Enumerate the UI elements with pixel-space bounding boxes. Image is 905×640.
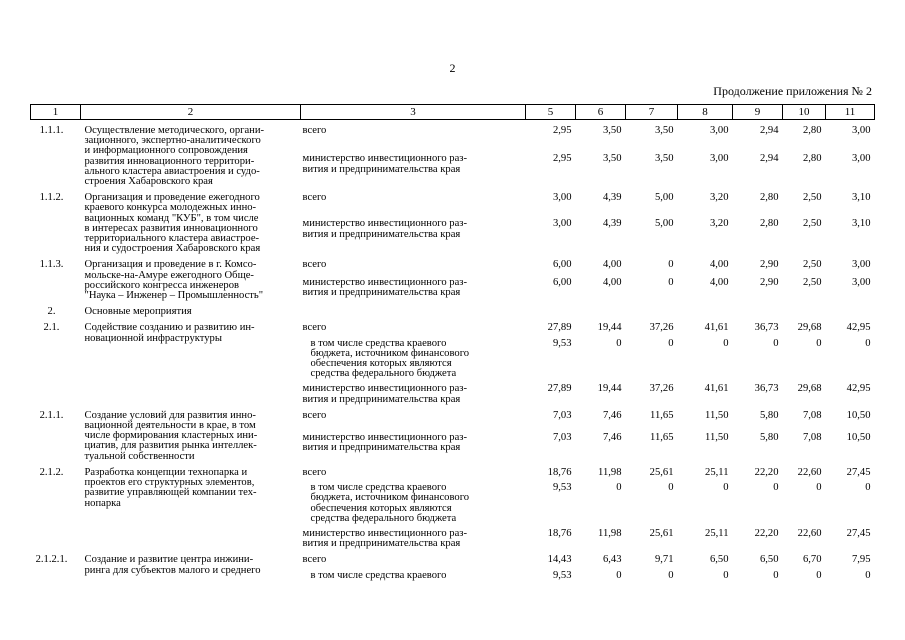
- item-number: 2.1.: [43, 322, 60, 334]
- item-name: Осуществление методического, органи- зационного, экспертно-аналитического и информационного сопровождения развития инновационного территори- ального кластера авиастроения и судо- строения Хабаровского края: [84, 125, 265, 188]
- item-name: Организация и проведение в г. Комсо- мольске-на-Амуре ежегодного Обще- российского конгресса инженеров "Наука – Инженер – Промышленность": [84, 259, 264, 302]
- year-value: 2,50: [802, 192, 822, 204]
- year-value: 11,98: [598, 527, 622, 539]
- year-value: 2,50: [802, 218, 822, 230]
- year-value: 3,50: [654, 153, 674, 165]
- year-value: 3,00: [851, 153, 871, 165]
- item-name: Разработка концепции технопарка и проектов его структурных элементов, развитие управляющей компании тех- нопарка: [84, 466, 257, 509]
- year-value: 9,53: [552, 569, 572, 581]
- year-value: [733, 307, 783, 317]
- year-value: 9,53: [552, 337, 572, 349]
- year-value: 10,50: [846, 409, 871, 421]
- year-value: 4,00: [709, 259, 729, 271]
- year-value: 2,50: [802, 276, 822, 288]
- funding-source: [301, 307, 526, 317]
- funding-source: министерство инвестиционного раз- вития и предпринимательства края: [302, 153, 468, 175]
- year-value: 0: [616, 337, 622, 349]
- year-value: 19,44: [597, 322, 622, 334]
- year-value: 7,95: [851, 554, 871, 566]
- year-value: 0: [865, 482, 871, 494]
- column-header: 10: [783, 105, 826, 120]
- year-value: 6,50: [759, 554, 779, 566]
- column-header: 3: [301, 105, 526, 120]
- year-value: 2,95: [552, 125, 572, 136]
- year-value: 11,98: [598, 466, 622, 478]
- year-value: 3,00: [851, 276, 871, 288]
- year-value: 2,95: [552, 153, 572, 165]
- year-value: 6,50: [709, 554, 729, 566]
- item-name: Организация и проведение ежегодного краевого конкурса молодежных инно- вационных команд "КУБ", в том числе в интересах развития инновационного территориального кластера авиастрое- ния и судостроения Хабаровского края: [84, 192, 261, 255]
- year-value: 5,00: [654, 192, 674, 204]
- year-value: 3,50: [602, 153, 622, 165]
- appendix-table: [30, 104, 875, 587]
- year-value: 3,00: [851, 259, 871, 271]
- item-number: 2.1.2.: [39, 466, 64, 478]
- column-header: 5: [526, 105, 576, 120]
- item-number: 1.1.3.: [39, 259, 64, 271]
- year-value: 0: [723, 569, 729, 581]
- year-value: 11,65: [650, 409, 674, 421]
- year-value: 11,50: [705, 431, 729, 443]
- item-number: 1.1.2.: [39, 192, 64, 204]
- table-row: [31, 323, 875, 338]
- funding-source: всего: [302, 322, 327, 334]
- funding-source: министерство инвестиционного раз- вития и предпринимательства края: [302, 276, 468, 299]
- column-header: 11: [826, 105, 875, 120]
- year-value: 27,89: [547, 322, 572, 334]
- year-value: 0: [668, 259, 674, 271]
- year-value: 3,00: [709, 153, 729, 165]
- year-value: 27,89: [547, 383, 572, 395]
- item-number: 2.1.2.1.: [35, 554, 68, 566]
- year-value: 3,20: [709, 192, 729, 204]
- year-value: 7,46: [602, 409, 622, 421]
- item-name: Содействие созданию и развитию ин- новационной инфраструктуры: [84, 322, 255, 344]
- table-row: [31, 120, 875, 155]
- row-spacer: [31, 581, 875, 587]
- year-value: 2,80: [802, 153, 822, 165]
- funding-source: министерство инвестиционного раз- вития и предпринимательства края: [302, 431, 468, 453]
- year-value: 11,65: [650, 431, 674, 443]
- year-value: 5,80: [759, 431, 779, 443]
- year-value: 4,00: [602, 276, 622, 288]
- year-value: 22,60: [797, 527, 822, 539]
- year-value: 5,00: [654, 218, 674, 230]
- year-value: [678, 307, 733, 317]
- year-value: 0: [816, 482, 822, 494]
- year-value: 22,60: [797, 466, 822, 478]
- year-value: 6,00: [552, 259, 572, 271]
- year-value: 3,00: [709, 125, 729, 136]
- year-value: 0: [616, 569, 622, 581]
- table-row: [31, 260, 875, 277]
- table-body: [31, 120, 875, 587]
- item-number: 1.1.1.: [39, 125, 64, 136]
- year-value: 19,44: [597, 383, 622, 395]
- year-value: 22,20: [754, 466, 779, 478]
- year-value: 9,71: [654, 554, 674, 566]
- table-row: [31, 193, 875, 219]
- item-number: 2.: [47, 306, 56, 318]
- year-value: 6,00: [552, 276, 572, 288]
- year-value: 0: [773, 569, 779, 581]
- year-value: 5,80: [759, 409, 779, 421]
- item-name: Основные мероприятия: [84, 306, 192, 318]
- year-value: 41,61: [704, 383, 729, 395]
- year-value: 0: [668, 569, 674, 581]
- year-value: 27,45: [846, 466, 871, 478]
- year-value: 3,50: [602, 125, 622, 136]
- continuation-label: Продолжение приложения № 2: [713, 84, 872, 98]
- year-value: 37,26: [649, 383, 674, 395]
- year-value: 0: [773, 337, 779, 349]
- year-value: 25,61: [649, 466, 674, 478]
- year-value: 2,90: [759, 259, 779, 271]
- year-value: 4,00: [602, 259, 622, 271]
- year-value: 7,03: [552, 431, 572, 443]
- funding-source: всего: [302, 409, 327, 421]
- year-value: 2,94: [759, 125, 779, 136]
- year-value: 14,43: [547, 554, 572, 566]
- year-value: 3,20: [709, 218, 729, 230]
- page-number: 2: [449, 61, 456, 75]
- funding-source: всего: [302, 554, 327, 566]
- year-value: 0: [668, 482, 674, 494]
- year-value: 6,43: [602, 554, 622, 566]
- year-value: 7,08: [802, 431, 822, 443]
- column-header: 8: [678, 105, 733, 120]
- year-value: 36,73: [754, 322, 779, 334]
- year-value: 37,26: [649, 322, 674, 334]
- year-value: 22,20: [754, 527, 779, 539]
- funding-source: всего: [302, 259, 327, 271]
- year-value: 2,90: [759, 276, 779, 288]
- funding-source: министерство инвестиционного раз- вития и предпринимательства края: [302, 383, 468, 405]
- funding-source: в том числе средства краевого: [310, 569, 447, 581]
- column-header: 2: [81, 105, 301, 120]
- year-value: 0: [668, 337, 674, 349]
- column-header: 7: [626, 105, 678, 120]
- table-row: [31, 468, 875, 483]
- year-value: 27,45: [846, 527, 871, 539]
- funding-source: всего: [302, 125, 327, 136]
- year-value: [826, 307, 875, 317]
- year-value: 2,80: [759, 192, 779, 204]
- year-value: 7,46: [602, 431, 622, 443]
- year-value: 0: [865, 337, 871, 349]
- year-value: 29,68: [797, 322, 822, 334]
- year-value: 10,50: [846, 431, 871, 443]
- funding-source: в том числе средства краевого бюджета, источником финансового обеспечения которых являются средства федерального бюджета: [310, 337, 470, 380]
- year-value: 42,95: [846, 322, 871, 334]
- column-number-header-row: [31, 105, 875, 120]
- year-value: [526, 307, 576, 317]
- year-value: 9,53: [552, 482, 572, 494]
- year-value: 25,61: [649, 527, 674, 539]
- year-value: [576, 307, 626, 317]
- year-value: 0: [668, 276, 674, 288]
- table-row: [31, 555, 875, 570]
- year-value: 41,61: [704, 322, 729, 334]
- year-value: 0: [816, 337, 822, 349]
- year-value: 4,39: [602, 192, 622, 204]
- year-value: 0: [865, 569, 871, 581]
- year-value: 2,50: [802, 259, 822, 271]
- item-number: 2.1.1.: [39, 409, 64, 421]
- year-value: 3,00: [851, 125, 871, 136]
- year-value: 18,76: [547, 466, 572, 478]
- year-value: 11,50: [705, 409, 729, 421]
- funding-source: в том числе средства краевого бюджета, источником финансового обеспечения которых являются средства федерального бюджета: [310, 482, 470, 524]
- column-header: 9: [733, 105, 783, 120]
- year-value: 36,73: [754, 383, 779, 395]
- year-value: 2,80: [759, 218, 779, 230]
- year-value: 4,00: [709, 276, 729, 288]
- year-value: 42,95: [846, 383, 871, 395]
- column-header: 1: [31, 105, 81, 120]
- funding-source: министерство инвестиционного раз- вития и предпринимательства края: [302, 527, 468, 550]
- table-row: [31, 307, 875, 317]
- year-value: [783, 307, 826, 317]
- year-value: 2,94: [759, 153, 779, 165]
- year-value: 3,10: [851, 218, 871, 230]
- year-value: 18,76: [547, 527, 572, 539]
- year-value: 4,39: [602, 218, 622, 230]
- year-value: 25,11: [705, 466, 729, 478]
- item-name: Создание условий для развития инно- вационной деятельности в крае, в том числе формирования кластерных ини- циатив, для развития рынка интеллек- туальной собственности: [84, 409, 258, 462]
- year-value: 0: [773, 482, 779, 494]
- row-spacer-cell: [31, 581, 875, 587]
- year-value: [626, 307, 678, 317]
- year-value: 2,80: [802, 125, 822, 136]
- year-value: 3,00: [552, 218, 572, 230]
- year-value: 7,08: [802, 409, 822, 421]
- year-value: 3,50: [654, 125, 674, 136]
- year-value: 0: [723, 482, 729, 494]
- year-value: 29,68: [797, 383, 822, 395]
- year-value: 0: [723, 337, 729, 349]
- item-name: Создание и развитие центра инжини- ринга для субъектов малого и среднего: [84, 554, 261, 576]
- funding-source: всего: [302, 192, 327, 204]
- table-row: [31, 411, 875, 433]
- year-value: 25,11: [705, 527, 729, 539]
- year-value: 3,00: [552, 192, 572, 204]
- year-value: 0: [616, 482, 622, 494]
- year-value: 3,10: [851, 192, 871, 204]
- funding-source: министерство инвестиционного раз- вития и предпринимательства края: [302, 218, 468, 240]
- funding-source: всего: [302, 466, 327, 478]
- year-value: 0: [816, 569, 822, 581]
- column-header: 6: [576, 105, 626, 120]
- year-value: 6,70: [802, 554, 822, 566]
- year-value: 7,03: [552, 409, 572, 421]
